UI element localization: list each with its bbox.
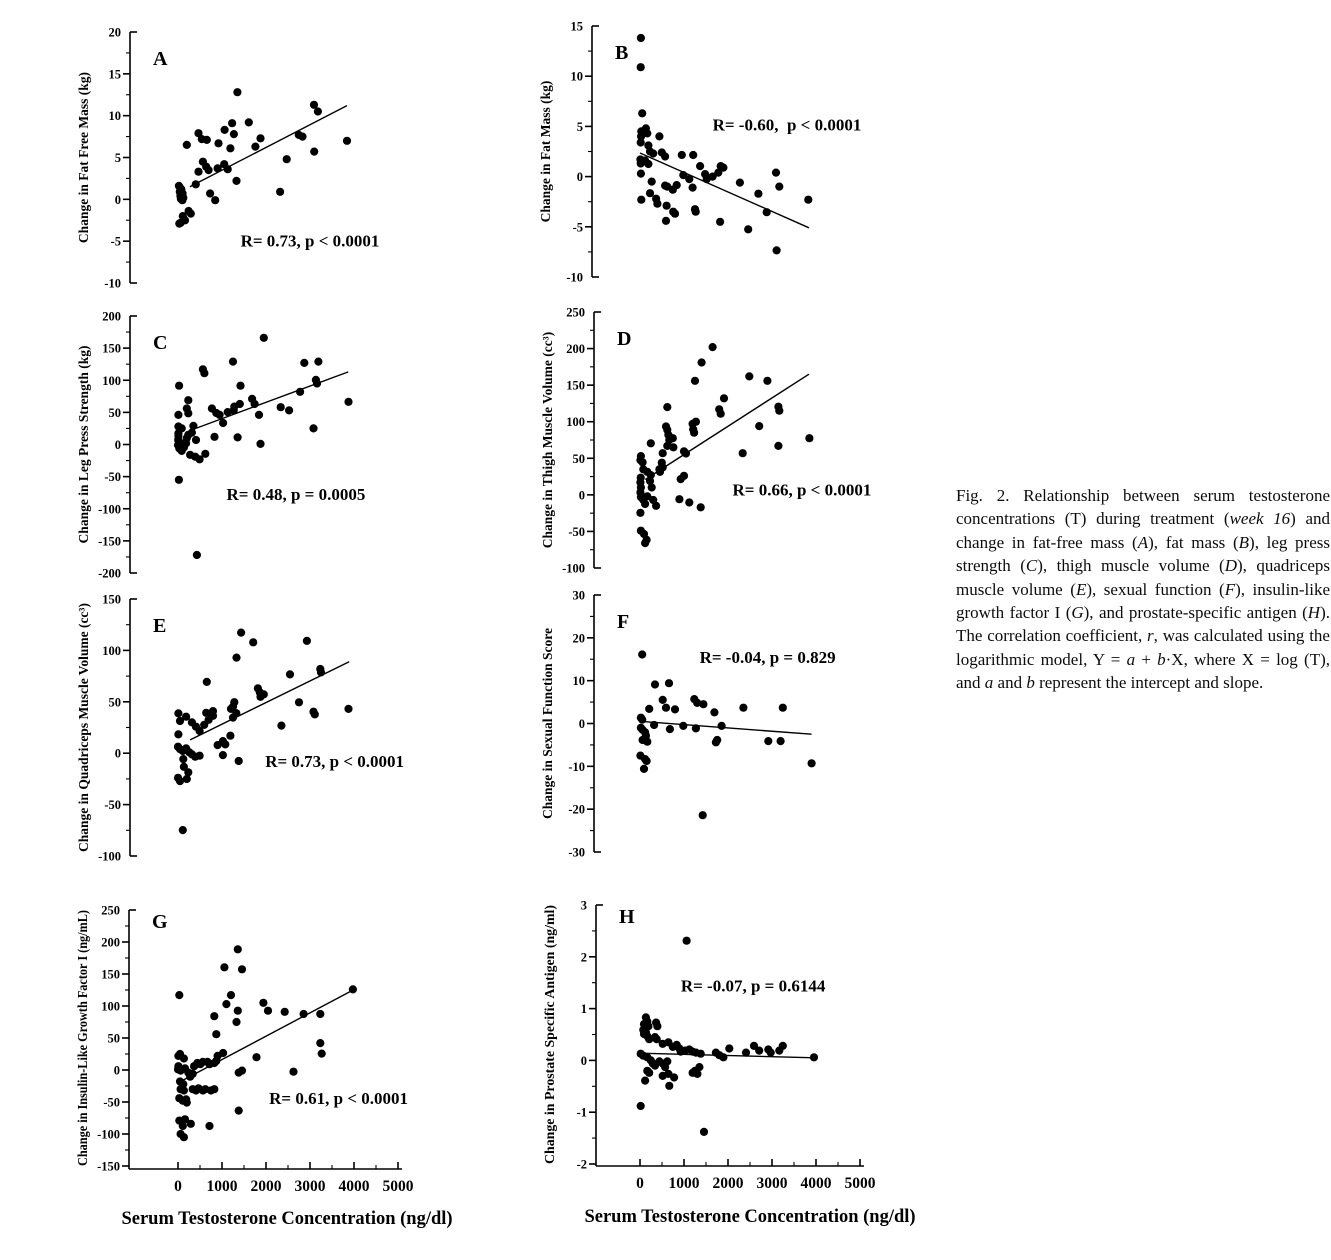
y-tick-label: 250 (566, 305, 585, 320)
x-axis-title-right: Serum Testosterone Concentration (ng/dl) (584, 1207, 916, 1227)
ylabel-G: Change in Insulin-Like Growth Factor I (ng/mL) (75, 883, 90, 1166)
y-tick-label: 100 (101, 999, 120, 1014)
y-tick-label: 150 (102, 341, 121, 356)
panel-letter-B: B (615, 42, 629, 64)
panel-A (76, 26, 379, 291)
ylabel-D: Change in Thigh Muscle Volume (cc³) (540, 331, 555, 549)
ylabel-C: Change in Leg Press Strength (kg) (76, 345, 91, 544)
panel-letter-F: F (617, 611, 630, 633)
y-tick-label: 0 (576, 170, 583, 185)
y-tick-label: 100 (566, 415, 585, 430)
x-tick-label: 3000 (756, 1175, 788, 1192)
y-tick-label: -50 (568, 524, 585, 539)
panel-letter-G: G (152, 911, 168, 933)
x-tick-label: 5000 (844, 1175, 876, 1192)
y-tick-label: 10 (570, 69, 583, 84)
panel-B (538, 20, 861, 285)
annotation-G: R= 0.61, p < 0.0001 (269, 1089, 409, 1109)
y-tick-label: 0 (114, 192, 121, 207)
y-tick-label: 200 (101, 935, 120, 950)
regression-line-C (192, 372, 348, 430)
y-tick-label: 3 (580, 898, 587, 913)
panel-G (75, 883, 414, 1196)
y-tick-label: 15 (570, 19, 583, 34)
y-tick-label: -5 (572, 220, 583, 235)
panel-letter-D: D (617, 328, 632, 350)
y-tick-label: 5 (114, 151, 121, 165)
x-axis-title-left: Serum Testosterone Concentration (ng/dl) (121, 1209, 453, 1229)
y-tick-label: -10 (568, 759, 585, 774)
y-tick-label: 150 (102, 592, 121, 607)
y-tick-label: 0 (578, 717, 585, 731)
y-tick-label: 100 (102, 643, 121, 658)
annotation-F: R= -0.04, p = 0.829 (699, 648, 836, 668)
y-tick-label: 50 (108, 695, 121, 710)
y-tick-label: 1 (580, 1002, 587, 1017)
y-tick-label: 50 (107, 1031, 120, 1046)
annotation-A: R= 0.73, p < 0.0001 (240, 231, 380, 251)
x-tick-label: 2000 (712, 1175, 744, 1192)
y-tick-label: 10 (572, 674, 585, 689)
panel-E (76, 593, 404, 864)
y-tick-label: 15 (108, 67, 121, 82)
x-tick-label: 5000 (382, 1178, 414, 1195)
x-tick-label: 0 (174, 1178, 182, 1195)
y-tick-label: -100 (98, 849, 121, 864)
scatter-points-C (174, 334, 353, 559)
annotation-H: R= -0.07, p = 0.6144 (680, 976, 826, 996)
annotation-D: R= 0.66, p < 0.0001 (732, 480, 872, 500)
scatter-points-F (636, 650, 815, 819)
y-tick-label: 0 (580, 1053, 587, 1068)
y-tick-label: 200 (566, 342, 585, 357)
y-tick-label: 50 (108, 405, 121, 420)
y-tick-label: 2 (580, 950, 587, 965)
annotation-B: R= -0.60, p < 0.0001 (712, 115, 862, 135)
scatter-points-H (637, 937, 819, 1136)
y-tick-label: 5 (576, 119, 583, 134)
ylabel-E: Change in Quadriceps Muscle Volume (cc³) (76, 603, 91, 852)
y-tick-label: 150 (566, 378, 585, 393)
scatter-points-B (636, 34, 812, 255)
panel-F (540, 589, 836, 860)
y-tick-label: 0 (113, 1063, 120, 1078)
y-tick-label: 20 (108, 25, 121, 40)
y-tick-label: -100 (97, 1127, 120, 1142)
x-tick-label: 3000 (294, 1178, 326, 1195)
y-tick-label: 200 (102, 309, 121, 324)
annotation-E: R= 0.73, p < 0.0001 (265, 752, 405, 772)
panel-letter-A: A (153, 48, 168, 70)
y-tick-label: 150 (101, 967, 120, 982)
y-tick-label: -100 (98, 502, 121, 517)
y-tick-label: 0 (578, 488, 585, 503)
x-tick-label: 2000 (250, 1178, 282, 1195)
scatter-points-D (636, 343, 813, 547)
regression-line-F (640, 721, 812, 734)
y-tick-label: -5 (110, 234, 121, 249)
y-tick-label: -1 (576, 1105, 587, 1120)
y-tick-label: 10 (108, 109, 121, 124)
y-tick-label: -100 (562, 561, 585, 576)
panel-letter-H: H (619, 906, 635, 928)
y-tick-label: 30 (572, 588, 585, 603)
panel-letter-C: C (153, 332, 168, 354)
ylabel-B: Change in Fat Mass (kg) (538, 80, 553, 223)
panel-D (540, 306, 871, 576)
y-tick-label: -150 (97, 1159, 120, 1174)
regression-line-E (190, 662, 349, 740)
y-tick-label: -10 (104, 276, 121, 291)
y-tick-label: -10 (566, 270, 583, 285)
y-tick-label: -20 (568, 802, 585, 817)
y-tick-label: 50 (572, 451, 585, 466)
panel-letter-E: E (153, 615, 167, 637)
y-tick-label: -30 (568, 845, 585, 860)
x-tick-label: 1000 (206, 1178, 238, 1195)
panel-C (76, 310, 365, 581)
y-tick-label: 250 (101, 903, 120, 918)
y-tick-label: 0 (114, 438, 121, 452)
regression-line-A (190, 106, 347, 187)
y-tick-label: -50 (104, 470, 121, 485)
x-tick-label: 4000 (338, 1178, 370, 1195)
y-tick-label: -150 (98, 534, 121, 549)
y-tick-label: 0 (114, 746, 121, 761)
y-tick-label: 100 (102, 373, 121, 388)
y-tick-label: -50 (104, 798, 121, 813)
x-tick-label: 1000 (668, 1175, 700, 1192)
scatter-points-E (174, 629, 353, 835)
y-tick-label: -200 (98, 566, 121, 581)
annotation-C: R= 0.48, p = 0.0005 (226, 484, 366, 504)
y-tick-label: 20 (572, 631, 585, 646)
figure-caption: Fig. 2. Relationship between serum testosterone concentrations (T) during treatment (week 16) and change in fat-free mass (A), fat mass (B), leg press strength (C), thigh muscle volume (D), quadriceps muscle volume (E), sexual function (F), insulin-like growth factor I (G), and prostate-specific antigen (H). The correlation coefficient, r, was calculated using the logarithmic model, Y = a + b·X, where X = log (T), and a and b represent the intercept and slope. (956, 486, 1330, 693)
x-tick-label: 4000 (800, 1175, 832, 1192)
scatter-points-G (174, 945, 357, 1141)
ylabel-F: Change in Sexual Function Score (540, 627, 555, 820)
y-tick-label: -50 (103, 1095, 120, 1110)
scatter-points-A (175, 88, 351, 228)
regression-line-H (640, 1053, 815, 1058)
y-tick-label: -2 (576, 1157, 587, 1172)
x-tick-label: 0 (636, 1175, 644, 1192)
panel-H (542, 899, 876, 1193)
ylabel-H: Change in Prostate Specific Antigen (ng/ml) (542, 911, 557, 1164)
ylabel-A: Change in Fat Free Mass (kg) (76, 71, 91, 244)
